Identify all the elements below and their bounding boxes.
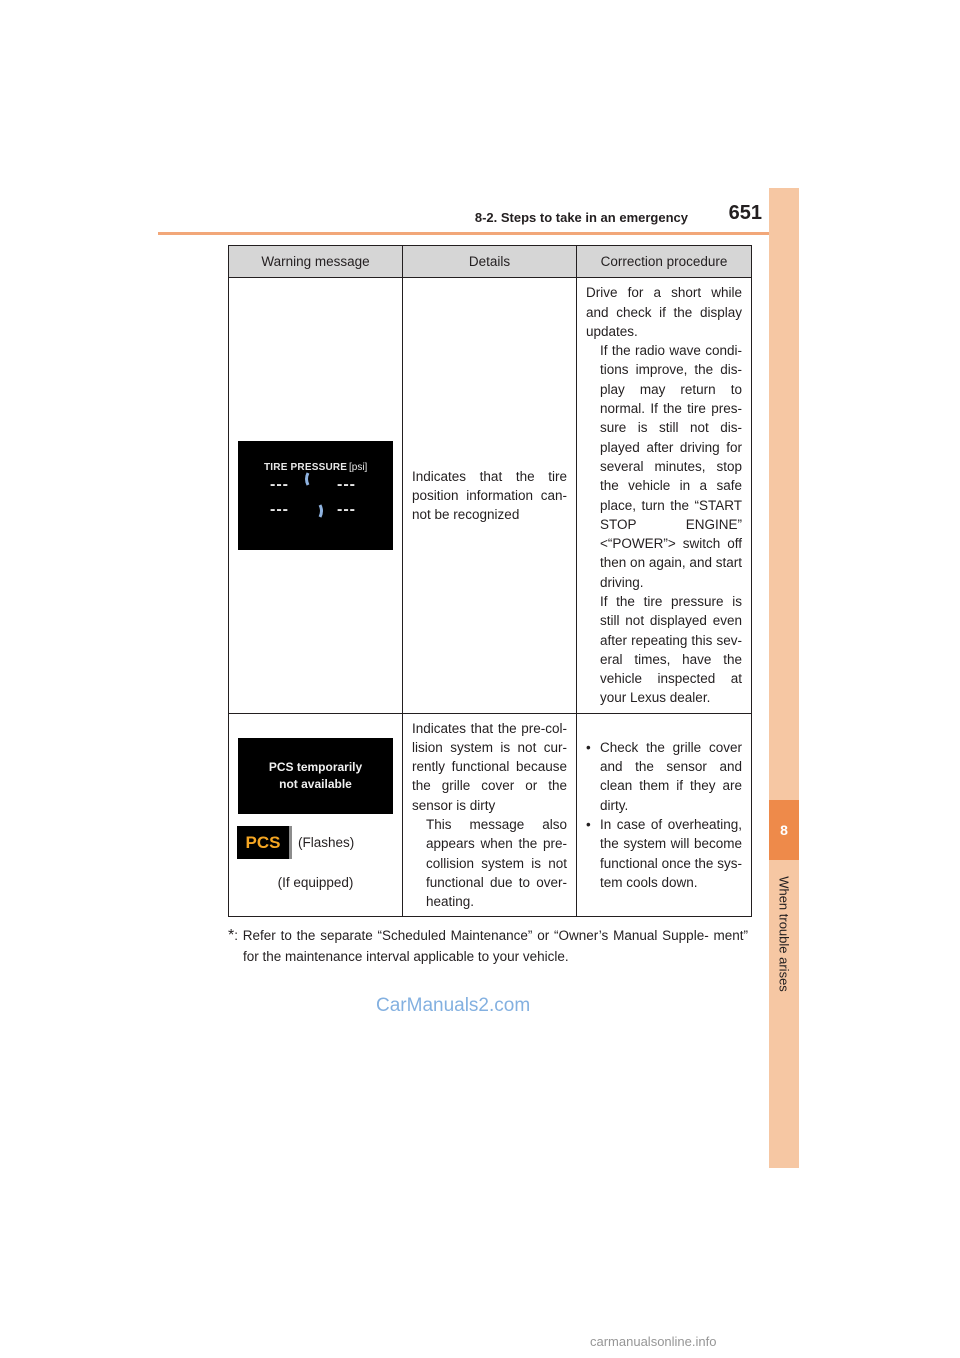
warning-message-cell [229, 278, 403, 714]
tire-pressure-display [238, 441, 393, 550]
list-item: • In case of overheating, the system will become functional once the sys- tem cools down. [586, 817, 742, 890]
pcs-indicator-row [237, 826, 394, 859]
correction-cell [577, 278, 752, 714]
tire-pressure-unit: [psi] [349, 462, 368, 473]
details-cell [403, 714, 577, 917]
header-warning-message: Warning message [229, 246, 403, 278]
details-sub: This message also appears when the pre- collision system is not functional due to over- heating. [426, 817, 567, 910]
correction-cell [577, 714, 752, 917]
tire-rear-left: --- [270, 501, 289, 518]
side-tab [769, 188, 799, 1168]
bullet-icon: • [586, 817, 591, 832]
footnote-marker: * [228, 927, 235, 944]
footnote-text: : Refer to the separate “Scheduled Maintenance” or “Owner’s Manual Supple- ment” for the maintenance interval applicable to your vehicle. [234, 928, 748, 964]
tire-rear-right: --- [337, 501, 356, 518]
tire-front-right: --- [337, 476, 356, 493]
chapter-number: 8 [769, 800, 799, 860]
chapter-title: When trouble arises [776, 876, 792, 992]
bullet-icon: • [586, 739, 591, 755]
footnote [228, 925, 748, 967]
section-title: 8-2. Steps to take in an emergency [474, 210, 688, 225]
car-outline-icon [238, 441, 393, 550]
details-cell: Indicates that the tire position information can- not be recognized [403, 278, 577, 714]
if-equipped-label: (If equipped) [277, 874, 354, 890]
pcs-display [238, 738, 393, 814]
page-number: 651 [728, 202, 762, 224]
tire-front-left: --- [270, 476, 289, 493]
tire-pressure-title: TIRE PRESSURE [264, 462, 348, 473]
warning-message-cell [229, 714, 403, 917]
pcs-display-line: not available [279, 776, 352, 791]
table-row [229, 714, 752, 917]
correction-paragraph: If the radio wave condi- tions improve, the dis- play may return to normal. If the tire pres- sure is still not dis- played after driving for several minutes, stop the vehicle in a safe place, turn the “START STOP ENGINE” <“POWER”> switch off then on again, and start driving. [600, 343, 742, 590]
correction-paragraph: If the tire pressure is still not displayed even after repeating this sev- eral times, have the vehicle inspected at your Lexus dealer. [600, 593, 742, 706]
correction-intro: Drive for a short while and check if the display updates. [586, 285, 742, 339]
details-main: Indicates that the pre-col- lision system is not cur- rently functional because the grille cover or the sensor is dirty [412, 720, 567, 813]
table-header-row [229, 246, 752, 278]
flashes-label: (Flashes) [298, 834, 355, 850]
watermark: CarManuals2.com [376, 995, 531, 1016]
table-row [229, 278, 752, 714]
header-rule [158, 232, 798, 235]
pcs-indicator-icon: PCS [237, 826, 292, 859]
header-correction-procedure: Correction procedure [577, 246, 752, 278]
correction-list [586, 738, 742, 892]
list-item: • Check the grille cover and the sensor and clean them if they are dirty. [586, 739, 742, 813]
watermark-bottom: carmanualsonline.info [590, 1334, 717, 1349]
pcs-display-line: PCS temporarily [268, 759, 363, 774]
warning-table [228, 245, 752, 917]
header-details: Details [403, 246, 577, 278]
